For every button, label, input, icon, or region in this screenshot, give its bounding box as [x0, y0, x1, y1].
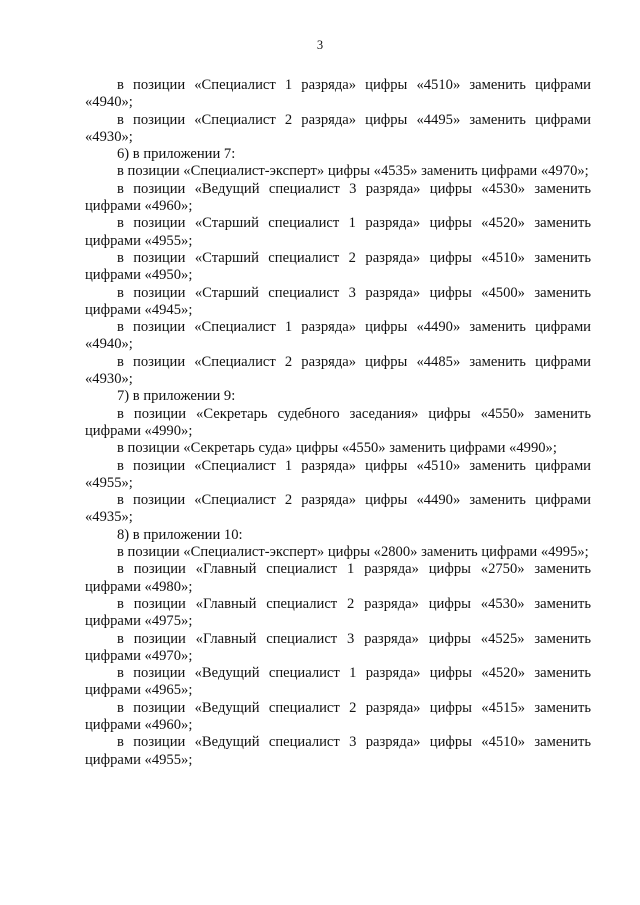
- paragraph: в позиции «Ведущий специалист 1 разряда» цифры «4520» заменить цифрами «4965»;: [85, 665, 591, 699]
- page-number: 3: [316, 38, 324, 52]
- paragraph: в позиции «Специалист 1 разряда» цифры «4490» заменить цифрами «4940»;: [85, 319, 591, 353]
- paragraph-heading: 6) в приложении 7:: [117, 146, 236, 163]
- paragraph: в позиции «Старший специалист 2 разряда» цифры «4510» заменить цифрами «4950»;: [85, 249, 591, 284]
- paragraph: в позиции «Ведущий специалист 3 разряда» цифры «4530» заменить цифрами «4960»;: [85, 180, 591, 215]
- paragraph: в позиции «Специалист 2 разряда» цифры «4490» заменить цифрами «4935»;: [85, 492, 591, 526]
- paragraph: в позиции «Старший специалист 3 разряда» цифры «4500» заменить цифрами «4945»;: [85, 284, 591, 318]
- paragraph: в позиции «Специалист 2 разряда» цифры «4485» заменить цифрами «4930»;: [85, 353, 591, 388]
- paragraph: в позиции «Ведущий специалист 3 разряда» цифры «4510» заменить цифрами «4955»;: [85, 734, 591, 768]
- paragraph: в позиции «Главный специалист 1 разряда» цифры «2750» заменить цифрами «4980»;: [85, 561, 591, 595]
- paragraph: в позиции «Секретарь судебного заседания» цифры «4550» заменить цифрами «4990»;: [85, 405, 591, 439]
- paragraph-heading: 8) в приложении 10:: [117, 526, 243, 543]
- paragraph: в позиции «Секретарь суда» цифры «4550» заменить цифрами «4990»;: [117, 440, 557, 457]
- paragraph: в позиции «Старший специалист 1 разряда» цифры «4520» заменить цифрами «4955»;: [85, 215, 591, 249]
- paragraph: в позиции «Специалист 1 разряда» цифры «4510» заменить цифрами «4940»;: [85, 77, 591, 111]
- paragraph: в позиции «Главный специалист 3 разряда» цифры «4525» заменить цифрами «4970»;: [85, 630, 591, 664]
- paragraph-heading: 7) в приложении 9:: [117, 388, 236, 405]
- paragraph: в позиции «Специалист-эксперт» цифры «4535» заменить цифрами «4970»;: [117, 163, 589, 180]
- paragraph: в позиции «Специалист 1 разряда» цифры «4510» заменить цифрами «4955»;: [85, 457, 591, 491]
- paragraph: в позиции «Специалист-эксперт» цифры «2800» заменить цифрами «4995»;: [117, 544, 589, 561]
- paragraph: в позиции «Специалист 2 разряда» цифры «4495» заменить цифрами «4930»;: [85, 111, 591, 145]
- paragraph: в позиции «Главный специалист 2 разряда» цифры «4530» заменить цифрами «4975»;: [85, 595, 591, 630]
- document-body: [85, 77, 591, 769]
- paragraph: в позиции «Ведущий специалист 2 разряда» цифры «4515» заменить цифрами «4960»;: [85, 699, 591, 733]
